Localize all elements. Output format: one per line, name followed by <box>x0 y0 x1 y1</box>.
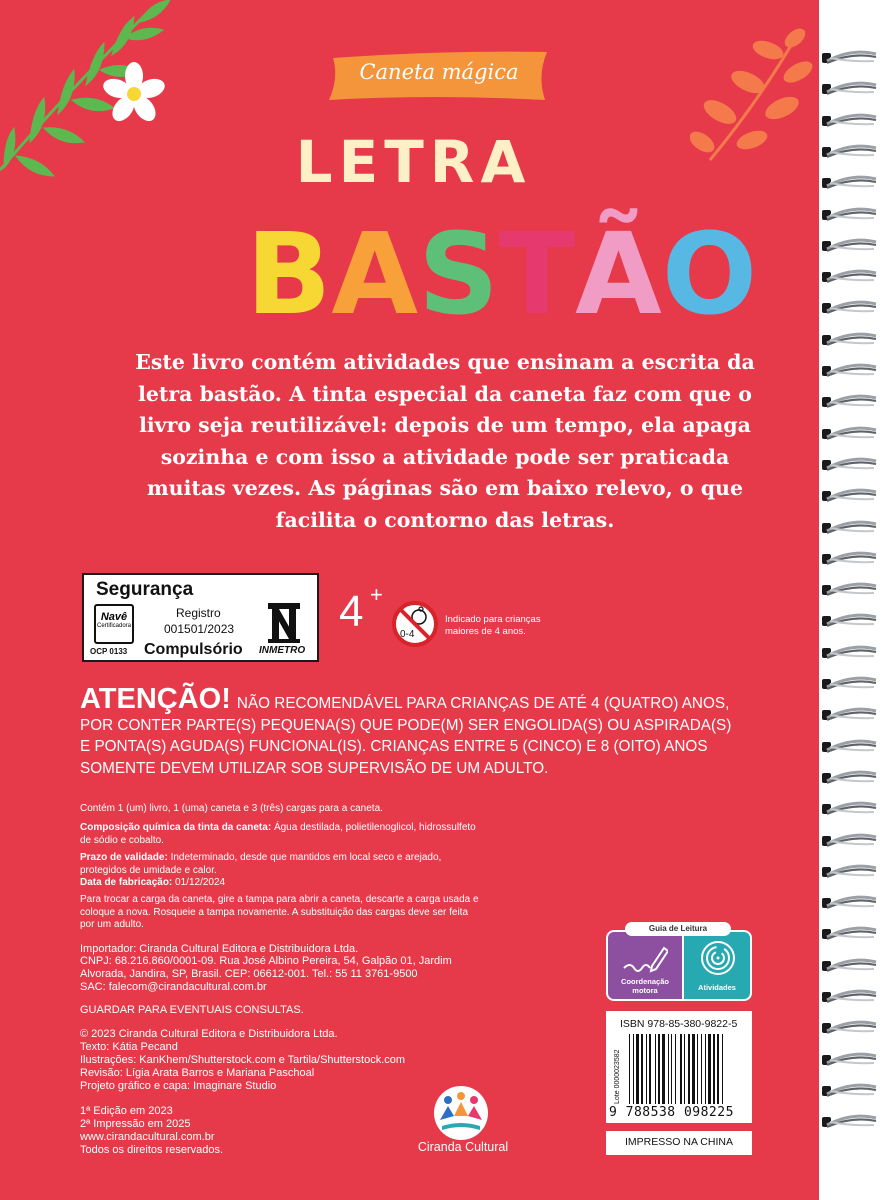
spiral-ring <box>822 113 878 129</box>
spiral-ring <box>822 676 878 692</box>
contents-text: Contém 1 (um) livro, 1 (uma) caneta e 3 (três) cargas para a caneta. <box>80 803 383 814</box>
registro-label: Registro <box>176 606 221 620</box>
spiral-ring <box>822 801 878 817</box>
maze-icon <box>700 940 736 976</box>
barcode-bar <box>713 1034 715 1104</box>
barcode-icon <box>627 1034 745 1106</box>
spiral-ring <box>822 989 878 1005</box>
nave-certificadora-logo <box>94 604 134 644</box>
spiral-ring <box>822 300 878 316</box>
made-in-label: IMPRESSO NA CHINA <box>625 1136 733 1148</box>
credit-line: Projeto gráfico e capa: Imaginare Studio <box>80 1080 277 1092</box>
fabrication-label: Data de fabricação: <box>80 877 173 888</box>
credit-line: Texto: Kátia Pecand <box>80 1041 178 1053</box>
importer-line: SAC: falecom@cirandacultural.com.br <box>80 981 267 993</box>
reading-guide-tag: Guia de Leitura <box>625 922 731 936</box>
spiral-ring <box>822 175 878 191</box>
intro-text: Este livro contém atividades que ensinam a escrita da letra bastão. A tinta especial da caneta faz com que o livro seja reutilizável: depois de um tempo, ela apaga sozinha e com isso a atividade pode ser praticada muitas vezes. As páginas são em baixo relevo, o que facilita o contorno das letras. <box>135 350 755 532</box>
spiral-ring <box>822 958 878 974</box>
title-letter: Ã <box>575 210 662 340</box>
keep-notice: GUARDAR PARA EVENTUAIS CONSULTAS. <box>80 1004 304 1016</box>
composition-value: Água destilada, polietilenoglicol, hidrossulfeto de sódio e cobalto. <box>80 822 476 846</box>
barcode-bar <box>701 1034 702 1104</box>
spiral-ring <box>822 895 878 911</box>
credit-line: Revisão: Lígia Arata Barros e Mariana Paschoal <box>80 1067 315 1079</box>
validity-label: Prazo de validade: <box>80 852 168 863</box>
publisher-name: Ciranda Cultural <box>417 1140 509 1154</box>
spiral-ring <box>822 551 878 567</box>
flower-icon <box>102 62 166 126</box>
lote-label-wrap <box>611 1040 621 1104</box>
guide-motor-line1: Coordenação <box>621 977 669 986</box>
registro-number: 001501/2023 <box>164 622 235 636</box>
credit-line: Ilustrações: KanKhem/Shutterstock.com e Tartila/Shutterstock.com <box>80 1054 406 1066</box>
ciranda-cultural-logo-icon <box>430 1086 492 1140</box>
title-line-1: LETRA <box>295 128 532 196</box>
fabrication-value: 01/12/2024 <box>175 877 226 888</box>
nave-brand: Navê <box>100 611 128 623</box>
barcode-bar <box>662 1034 665 1104</box>
barcode-bar <box>675 1034 676 1104</box>
spiral-ring <box>822 1020 878 1036</box>
spiral-ring <box>822 238 878 254</box>
safety-seal <box>82 573 319 662</box>
composition-text <box>80 822 480 847</box>
title-letter: T <box>498 210 576 340</box>
pencil-icon <box>622 942 668 974</box>
barcode-bar <box>646 1034 647 1104</box>
age-value: 4 <box>339 587 364 636</box>
spiral-ring <box>822 457 878 473</box>
barcode-bar <box>705 1034 706 1104</box>
spiral-ring <box>822 207 878 223</box>
barcode-bar <box>717 1034 719 1104</box>
edition-line: 1ª Edição em 2023 <box>80 1105 173 1117</box>
spiral-ring <box>822 363 878 379</box>
edition-line: www.cirandacultural.com.br <box>80 1131 215 1143</box>
barcode-bar <box>649 1034 651 1104</box>
barcode-bar <box>671 1034 672 1104</box>
spiral-ring <box>822 394 878 410</box>
edition-line: Todos os direitos reservados. <box>80 1144 224 1156</box>
seal-title: Segurança <box>96 579 194 600</box>
title-letter: S <box>418 210 499 340</box>
credit-line: © 2023 Ciranda Cultural Editora e Distribuidora Ltda. <box>80 1028 338 1040</box>
barcode-bar <box>636 1034 639 1104</box>
title-letter: O <box>661 210 758 340</box>
inmetro-logo-icon <box>264 601 304 645</box>
spiral-ring <box>822 332 878 348</box>
validity-value: Indeterminado, desde que mantidos em local seco e arejado, protegidos de umidade e calor. <box>80 852 442 876</box>
importer-line: Alvorada, Jandira, SP, Brasil. CEP: 06612-001. Tel.: 55 11 3761-9500 <box>80 968 418 980</box>
spiral-ring <box>822 613 878 629</box>
spiral-ring <box>822 1083 878 1099</box>
composition-label: Composição química da tinta da caneta: <box>80 822 272 833</box>
spiral-ring <box>822 833 878 849</box>
barcode-bar <box>629 1034 630 1104</box>
spiral-ring <box>822 1114 878 1130</box>
barcode-bar <box>641 1034 643 1104</box>
validity-text <box>80 852 480 877</box>
barcode-bar <box>722 1034 723 1104</box>
spiral-ring <box>822 520 878 536</box>
spiral-ring <box>822 707 878 723</box>
barcode-digits: 9 788538 098225 <box>609 1105 734 1120</box>
inmetro-label: INMETRO <box>259 645 306 656</box>
barcode-bar <box>680 1034 682 1104</box>
title-line-2 <box>246 210 758 340</box>
banned-age-range: 0-4 <box>400 629 415 640</box>
spiral-ring <box>822 926 878 942</box>
barcode-bar <box>688 1034 690 1104</box>
guide-activities-label: Atividades <box>698 983 736 992</box>
barcode-bar <box>658 1034 660 1104</box>
spiral-ring <box>822 488 878 504</box>
spiral-ring <box>822 426 878 442</box>
spiral-ring <box>822 1052 878 1068</box>
spiral-ring <box>822 269 878 285</box>
edition-line: 2ª Impressão em 2025 <box>80 1118 191 1130</box>
compulsorio-label: Compulsório <box>144 641 243 658</box>
warning-body: NÃO RECOMENDÁVEL PARA CRIANÇAS DE ATÉ 4 (QUATRO) ANOS, POR CONTER PARTE(S) PEQUENA(S) QUE PODE(M) SER ENGOLIDA(S) OU ASPIRADA(S) E PONTA(S) AGUDA(S) FUNCIONAL(IS). CRIANÇAS ENTRE 5 (CINCO) E 8 (OITO) ANOS SOMENTE DEVEM UTILIZAR SOB SUPERVISÃO DE UM ADULTO. <box>80 695 732 777</box>
isbn-label: ISBN 978-85-380-9822-5 <box>620 1018 738 1030</box>
spiral-ring <box>822 864 878 880</box>
title-letter: B <box>246 210 332 340</box>
spiral-ring <box>822 144 878 160</box>
spiral-ring <box>822 739 878 755</box>
importer-line: CNPJ: 68.216.860/0001-09. Rua José Albino Pereira, 54, Galpão 01, Jardim <box>80 955 452 967</box>
barcode-bar <box>697 1034 698 1104</box>
barcode-bar <box>655 1034 656 1104</box>
ocp-code: OCP 0133 <box>90 647 128 656</box>
guide-motor-label <box>608 977 682 995</box>
banner-label: Caneta mágica <box>359 60 519 84</box>
title-letter: A <box>331 210 419 340</box>
warning-heading: ATENÇÃO! <box>80 683 231 715</box>
importer-line: Importador: Ciranda Cultural Editora e Distribuidora Ltda. <box>80 943 359 955</box>
spiral-ring <box>822 582 878 598</box>
no-babies-icon <box>392 601 438 647</box>
warning-text <box>80 684 740 779</box>
age-plus: + <box>370 582 383 607</box>
barcode-bar <box>668 1034 669 1104</box>
age-note: Indicado para crianças maiores de 4 anos. <box>445 614 541 637</box>
spiral-ring <box>822 81 878 97</box>
barcode-bar <box>708 1034 711 1104</box>
spiral-ring <box>822 645 878 661</box>
spiral-ring <box>822 770 878 786</box>
fabrication-text <box>80 877 480 890</box>
barcode-bar <box>633 1034 634 1104</box>
lote-label: Lote 0000023582 <box>614 1049 621 1104</box>
barcode-bar <box>692 1034 695 1104</box>
spiral-ring <box>822 50 878 66</box>
refill-text: Para trocar a carga da caneta, gire a tampa para abrir a caneta, descarte a carga usada e coloque a nova. Rosqueie a tampa novamente. A substituição das cargas deve ser feita por um adulto. <box>80 894 479 930</box>
barcode-bar <box>684 1034 685 1104</box>
nave-sub: Certificadora <box>96 623 131 629</box>
guide-motor-line2: motora <box>632 986 658 995</box>
